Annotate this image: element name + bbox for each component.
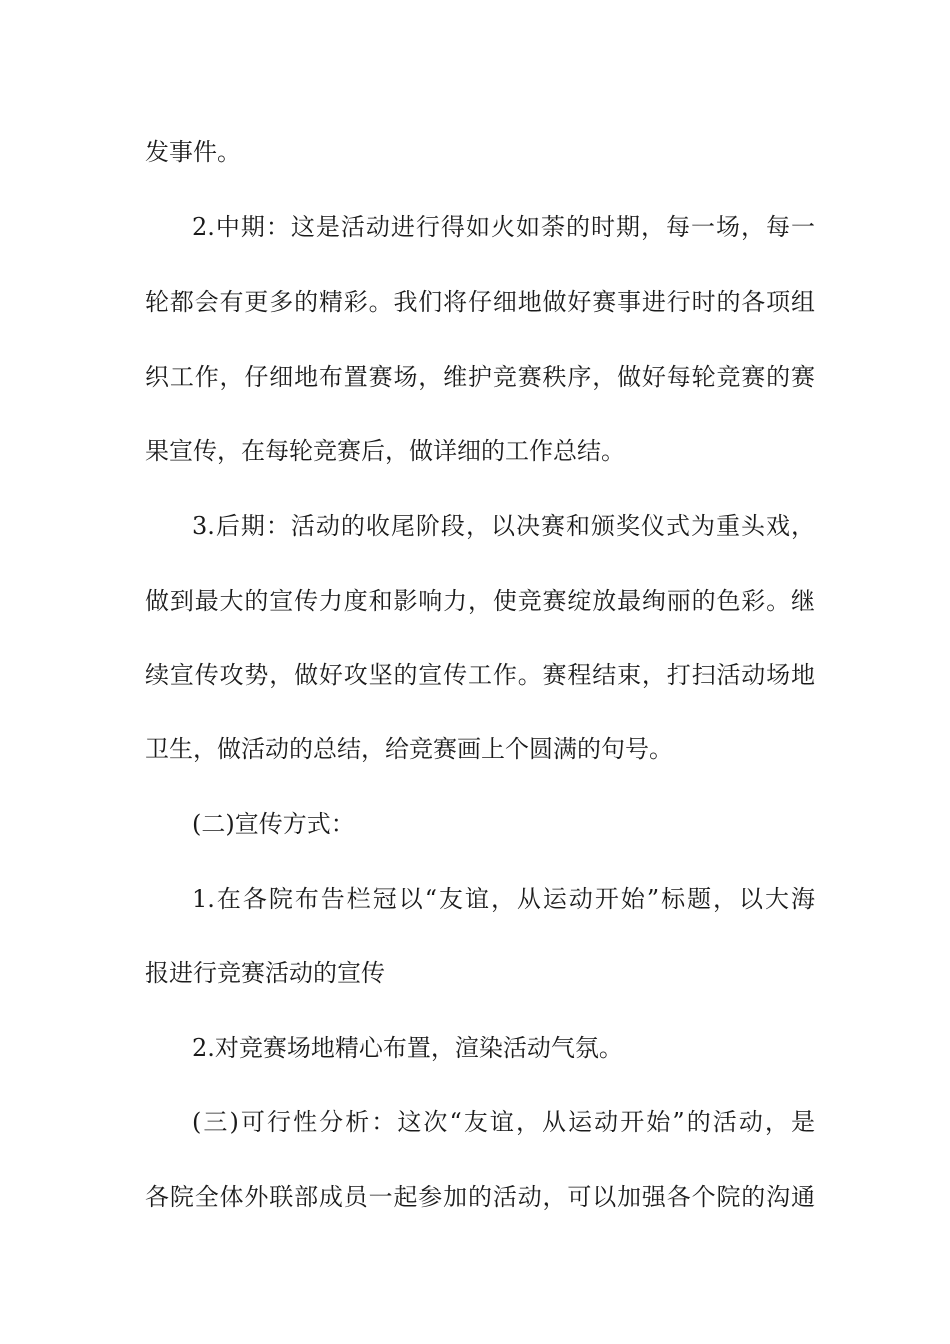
text-line: 续宣传攻势，做好攻坚的宣传工作。赛程结束，打扫活动场地 (145, 661, 815, 689)
text-line: 轮都会有更多的精彩。我们将仔细地做好赛事进行时的各项组 (145, 288, 815, 316)
text-line: 1.在各院布告栏冠以“友谊，从运动开始”标题，以大海 (192, 885, 815, 913)
section-heading: (二)宣传方式： (192, 810, 355, 838)
text-line: 2.对竞赛场地精心布置，渲染活动气氛。 (192, 1034, 623, 1062)
text-line: 报进行竞赛活动的宣传 (145, 959, 385, 987)
text-line: 做到最大的宣传力度和影响力，使竞赛绽放最绚丽的色彩。继 (145, 587, 815, 615)
text-line: 2.中期：这是活动进行得如火如荼的时期，每一场，每一 (192, 213, 815, 241)
text-line: 各院全体外联部成员一起参加的活动，可以加强各个院的沟通 (145, 1183, 815, 1211)
text-line: 发事件。 (145, 138, 241, 166)
text-line: 织工作，仔细地布置赛场，维护竞赛秩序，做好每轮竞赛的赛 (145, 363, 815, 391)
text-line: (三)可行性分析：这次“友谊，从运动开始”的活动，是 (192, 1108, 815, 1136)
text-line: 3.后期：活动的收尾阶段，以决赛和颁奖仪式为重头戏， (192, 512, 815, 540)
text-line: 果宣传，在每轮竞赛后，做详细的工作总结。 (145, 437, 625, 465)
text-line: 卫生，做活动的总结，给竞赛画上个圆满的句号。 (145, 735, 673, 763)
